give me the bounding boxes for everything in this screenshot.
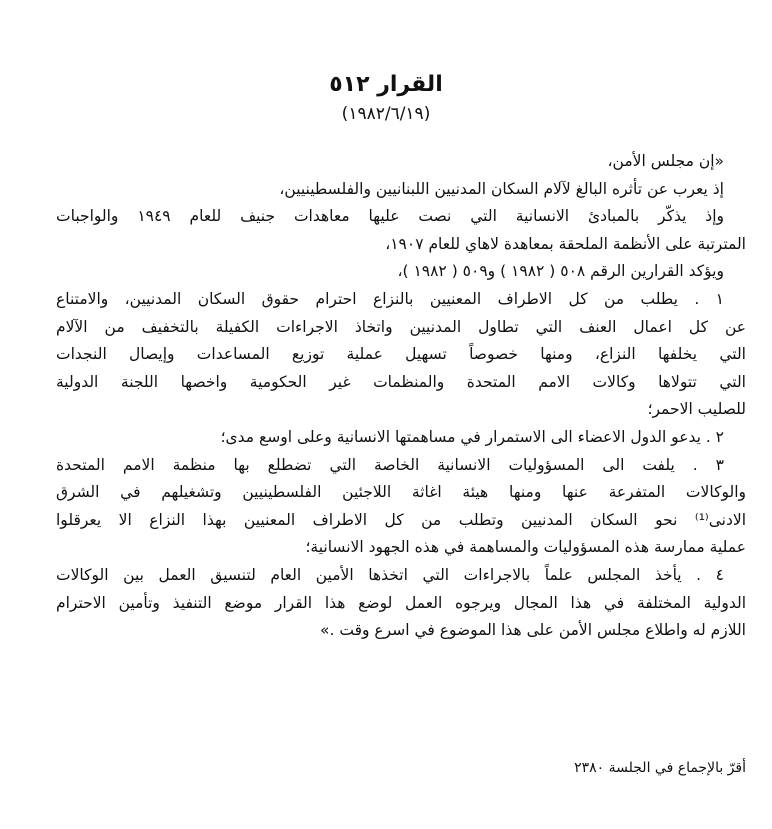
text-line: عن كل اعمال العنف التي تطاول المدنيين واتخاذ الاجراءات الكفيلة بالتخفيف من الآلام (56, 317, 746, 336)
text-line: «إن مجلس الأمن، (607, 152, 724, 170)
text-line: للصليب الاحمر؛ (647, 400, 746, 419)
text-line: والوكالات المتفرعة عنها ومنها هيئة اغاثة اللاجئين الفلسطينيين وتشغيلهم في الشرق (56, 483, 746, 502)
text-line: إذ يعرب عن تأثره البالغ لآلام السكان المدنيين اللبنانيين والفلسطينيين، (279, 179, 724, 198)
text-line: ٢ . يدعو الدول الاعضاء الى الاستمرار في مساهمتها الانسانية وعلى اوسع مدى؛ (220, 427, 724, 446)
text-line: التي تتولاها وكالات الامم المتحدة والمنظمات غير الحكومية واخصها اللجنة الدولية (56, 372, 746, 391)
text-line: ١ . يطلب من كل الاطراف المعنيين بالنزاع احترام حقوق السكان المدنيين، والامتناع (56, 289, 724, 308)
text-line: المترتبة على الأنظمة الملحقة بمعاهدة لاهاي للعام ١٩٠٧، (385, 234, 746, 253)
resolution-body (56, 148, 746, 645)
adoption-note: أقرّ بالإجماع في الجلسة ٢٣٨٠ (574, 760, 746, 776)
text-line: عملية ممارسة هذه المسؤوليات والمساهمة في هذه الجهود الانسانية؛ (305, 538, 746, 557)
text-line: اللازم له واطلاع مجلس الأمن على هذا الموضوع في اسرع وقت .» (320, 621, 746, 640)
text-line: وإذ يذكّر بالمبادئ الانسانية التي نصت عليها معاهدات جنيف للعام ١٩٤٩ والواجبات (56, 207, 725, 226)
text-line: التي يخلفها النزاع، ومنها خصوصاً تسهيل عملية توزيع المساعدات وإيصال النجدات (56, 345, 746, 364)
text-line: ٤ . يأخذ المجلس علماً بالاجراءات التي اتخذها الأمين العام لتنسيق العمل بين الوكالات (56, 565, 724, 584)
text-line: ويؤكد القرارين الرقم ٥٠٨ ( ١٩٨٢ ) و٥٠٩ ( ١٩٨٢ )، (397, 262, 724, 281)
resolution-title: القرار ٥١٢ (329, 72, 443, 97)
text-line: ٣ . يلفت الى المسؤوليات الانسانية الخاصة التي تضطلع بها منظمة الامم المتحدة (56, 455, 724, 474)
text-line: الدولية المختلفة في هذا المجال ويرجوه العمل لوضع هذا القرار موضع التنفيذ وتأمين الاحترام (56, 593, 746, 612)
text-line: الادنى⁽¹⁾ نحو السكان المدنيين وتطلب من كل الاطراف المعنيين بهذا النزاع الا يعرقلوا (56, 510, 746, 529)
resolution-date: (١٩٨٢/٦/١٩) (341, 104, 431, 124)
